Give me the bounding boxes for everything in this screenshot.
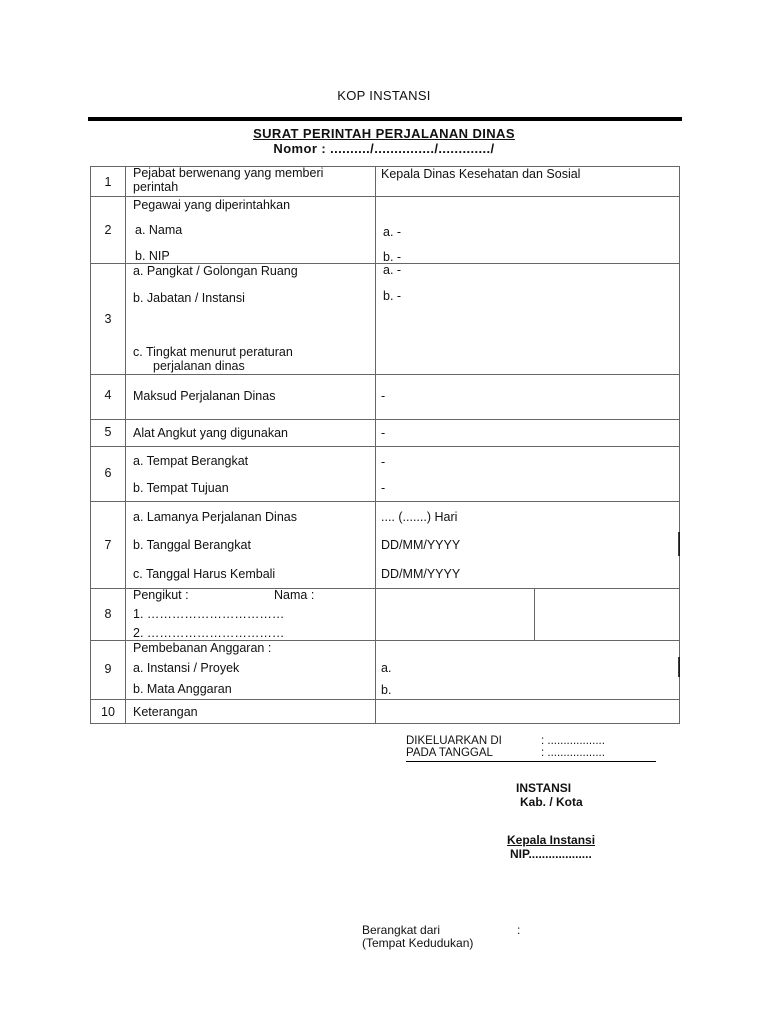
row-1-label: Pejabat berwenang yang memberi [133,166,324,180]
row-2-nama-value: a. - [383,225,402,239]
row-7-berangkat-value: DD/MM/YYYY [381,538,461,552]
row-6-tujuan-value: - [381,481,386,495]
row-number: 6 [104,466,112,480]
document-title: SURAT PERINTAH PERJALANAN DINAS [253,126,515,141]
row-10-label: Keterangan [133,705,198,719]
row-7-lamanya-label: a. Lamanya Perjalanan Dinas [133,510,297,524]
row-8-pengikut-label: Pengikut : [133,588,189,602]
issued-at-label: DIKELUARKAN DI [406,735,502,747]
row-7-kembali-value: DD/MM/YYYY [381,567,461,581]
row-3-jabatan-label: b. Jabatan / Instansi [133,291,245,305]
row-number: 8 [104,607,112,621]
row-2-heading: Pegawai yang diperintahkan [133,198,291,212]
row-6-berangkat-value: - [381,455,386,469]
row-3-jabatan-value: b. - [383,289,402,303]
row-9-mata-anggaran-label: b. Mata Anggaran [133,682,232,696]
row-3-tingkat-label-cont: perjalanan dinas [153,359,245,373]
signature-instansi: INSTANSI [516,781,572,795]
row-7-berangkat-label: b. Tanggal Berangkat [133,538,251,552]
issued-underline [406,761,656,762]
row-2-nip-value: b. - [383,250,402,264]
row-8-entry-1: 1. …………………………… [133,607,285,621]
row-1-value: Kepala Dinas Kesehatan dan Sosial [381,167,581,181]
row-3-pangkat-label: a. Pangkat / Golongan Ruang [133,264,298,278]
row-2-nip-label: b. NIP [135,249,170,263]
row-number: 9 [104,662,112,676]
row-number: 1 [104,175,112,189]
berangkat-dari-label: Berangkat dari [362,923,441,937]
row-9-instansi-value: a. [381,661,392,675]
row-8-nama-label: Nama : [274,588,315,602]
row-8-entry-2: 2. …………………………… [133,626,285,640]
row-1-label-cont: perintah [133,180,179,194]
berangkat-dari-colon: : [517,923,521,937]
row-number: 3 [104,312,112,326]
signature-kepala-instansi: Kepala Instansi [507,833,596,847]
signature-nip: NIP................... [510,847,592,861]
row-9-mata-anggaran-value: b. [381,683,392,697]
row-4-value: - [381,389,386,403]
row-5-value: - [381,426,386,440]
row-number: 5 [104,425,112,439]
signature-kab-kota: Kab. / Kota [520,795,583,809]
issued-at-value: : .................. [541,735,605,747]
issued-date-value: : .................. [541,747,605,759]
row-number: 4 [104,388,112,402]
row-3-tingkat-label: c. Tingkat menurut peraturan [133,345,293,359]
row-9-heading: Pembebanan Anggaran : [133,641,272,655]
row-9-instansi-label: a. Instansi / Proyek [133,661,240,675]
row-7-kembali-label: c. Tanggal Harus Kembali [133,567,276,581]
document-number: Nomor : ........../.............../............./ [273,141,495,156]
tempat-kedudukan-label: (Tempat Kedudukan) [362,936,474,950]
row-6-tujuan-label: b. Tempat Tujuan [133,481,229,495]
row-number: 2 [104,223,112,237]
row-6-berangkat-label: a. Tempat Berangkat [133,454,249,468]
issued-date-label: PADA TANGGAL [406,747,493,759]
row-4-label: Maksud Perjalanan Dinas [133,389,276,403]
row-5-label: Alat Angkut yang digunakan [133,426,288,440]
row-number: 7 [104,538,112,552]
row-2-nama-label: a. Nama [135,223,183,237]
row-7-lamanya-value: .... (.......) Hari [381,510,458,524]
row-3-pangkat-value: a. - [383,263,402,277]
row-number: 10 [101,705,115,719]
letterhead: KOP INSTANSI [337,88,431,103]
